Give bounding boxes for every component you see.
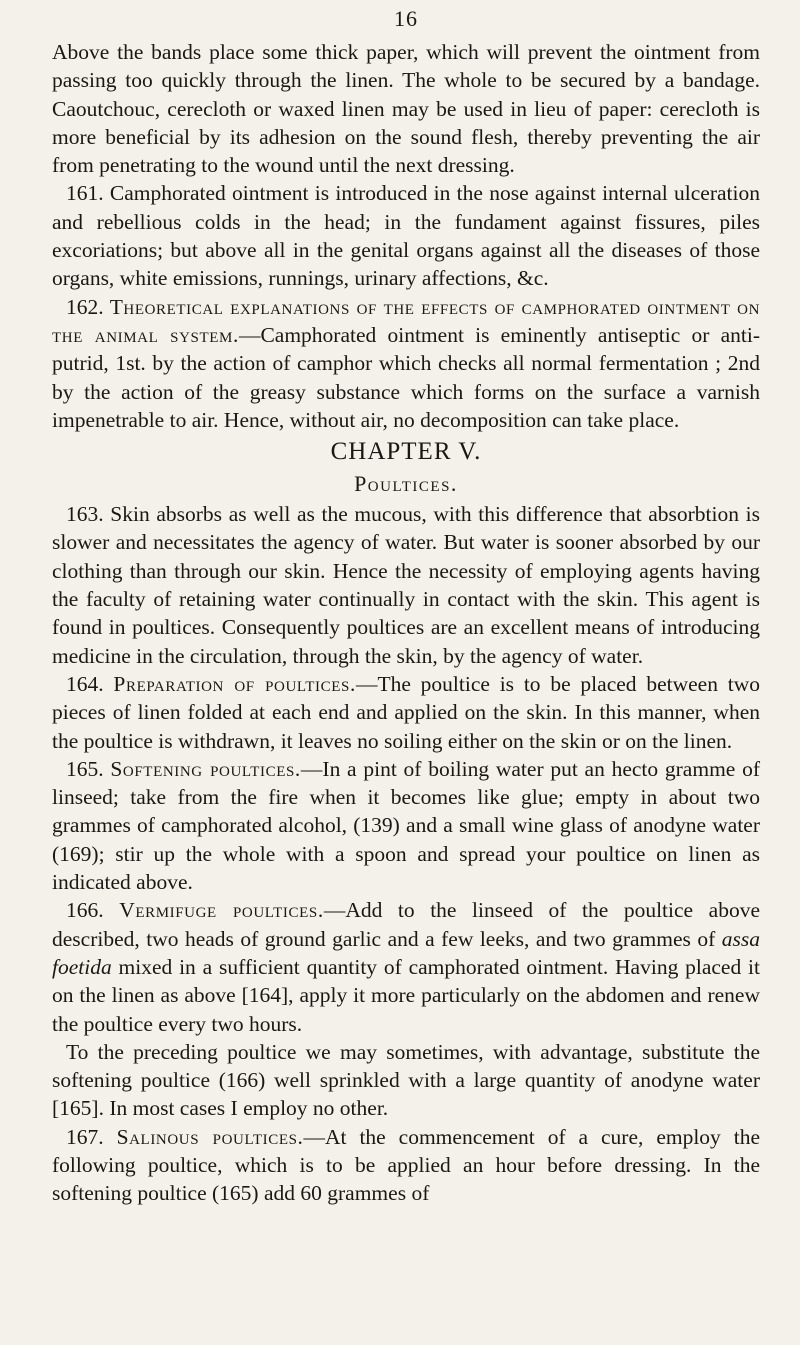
section-165-text: —In a pint of boiling water put an hecto gramme of linseed; take from the fire when it becomes like glue; empty in about two grammes of camphorated alcohol, (139) and a small wine glass of anodyne water (169); stir up the whole with a spoon and spread your poultice on linen as indicated above.	[52, 756, 760, 895]
section-167	[52, 1123, 760, 1208]
section-164-text: —The poultice is to be placed between two pieces of linen folded at each end and applied on the skin. In this manner, when the poultice is withdrawn, it leaves no soiling either on the skin or on the linen.	[52, 671, 760, 753]
section-166-heading: Vermifuge poultices.	[119, 898, 324, 923]
section-165-heading: Softening poultices.	[110, 756, 301, 781]
section-166	[52, 896, 760, 1037]
section-165-number: 165.	[66, 756, 104, 781]
section-167-heading: Salinous poultices.	[116, 1124, 304, 1149]
section-163	[52, 500, 760, 670]
section-164-heading: Preparation of poultices.	[113, 671, 356, 696]
section-166-number: 166.	[66, 898, 104, 923]
section-166-text-after: mixed in a sufficient quantity of camphorated ointment. Having placed it on the linen as above [164], apply it more particularly on the abdomen and renew the poultice every two hours.	[52, 954, 760, 1036]
section-166-text-before: —Add to the linseed of the poultice above described, two heads of ground garlic and a few leeks, and two grammes of	[52, 898, 760, 951]
section-164	[52, 670, 760, 755]
section-162-heading: Theoretical explanations of the effects of camphorated ointment on the animal system.	[52, 294, 760, 347]
section-163-number: 163.	[66, 502, 104, 527]
page-number: 16	[394, 6, 418, 31]
section-162-text: —Camphorated ointment is eminently antiseptic or anti-putrid, 1st. by the action of camphor which checks all normal fermentation ; 2nd by the action of the greasy substance which forms on the surface a varnish impenetrable to air. Hence, without air, no decomposition can take place.	[52, 322, 760, 432]
section-161	[52, 179, 760, 292]
section-166-continuation: To the preceding poultice we may sometimes, with advantage, substitute the softening poultice (166) well sprinkled with a large quantity of anodyne water [165]. In most cases I employ no other.	[52, 1039, 760, 1121]
section-167-number: 167.	[66, 1124, 104, 1149]
section-167-text: —At the commencement of a cure, employ the following poultice, which is to be applied an hour before dressing. In the softening poultice (165) add 60 grammes of	[52, 1124, 761, 1206]
section-166-italic: assa foetida	[52, 926, 760, 979]
chapter-title: CHAPTER V.	[330, 438, 482, 466]
section-162-number: 162.	[66, 294, 104, 319]
section-165	[52, 755, 760, 896]
section-161-number: 161.	[66, 181, 104, 206]
section-161-text: Camphorated ointment is introduced in the nose against internal ulceration and rebellious colds in the head; in the fundament against fissures, piles excoriations; but above all in the genital organs against all the diseases of those organs, white emissions, runnings, urinary affections, &c.	[52, 181, 761, 291]
section-163-text: Skin absorbs as well as the mucous, with this difference that absorbtion is slower and necessitates the agency of water. But water is sooner absorbed by our clothing than through our skin. Hence the necessity of employing agents having the faculty of retaining water continually in contact with the skin. This agent is found in poultices. Consequently poultices are an excellent means of introducing medicine in the circulation, through the skin, by the agency of water.	[52, 502, 760, 668]
chapter-subtitle: Poultices.	[354, 471, 458, 497]
section-164-number: 164.	[66, 671, 104, 696]
intro-paragraph: Above the bands place some thick paper, which will prevent the ointment from passing too quickly through the linen. The whole to be secured by a bandage. Caoutchouc, cerecloth or waxed linen may be used in lieu of paper: cerecloth is more beneficial by its adhesion on the sound flesh, thereby preventing the air from penetrating to the wound until the next dressing.	[52, 40, 760, 178]
section-162	[52, 293, 760, 434]
